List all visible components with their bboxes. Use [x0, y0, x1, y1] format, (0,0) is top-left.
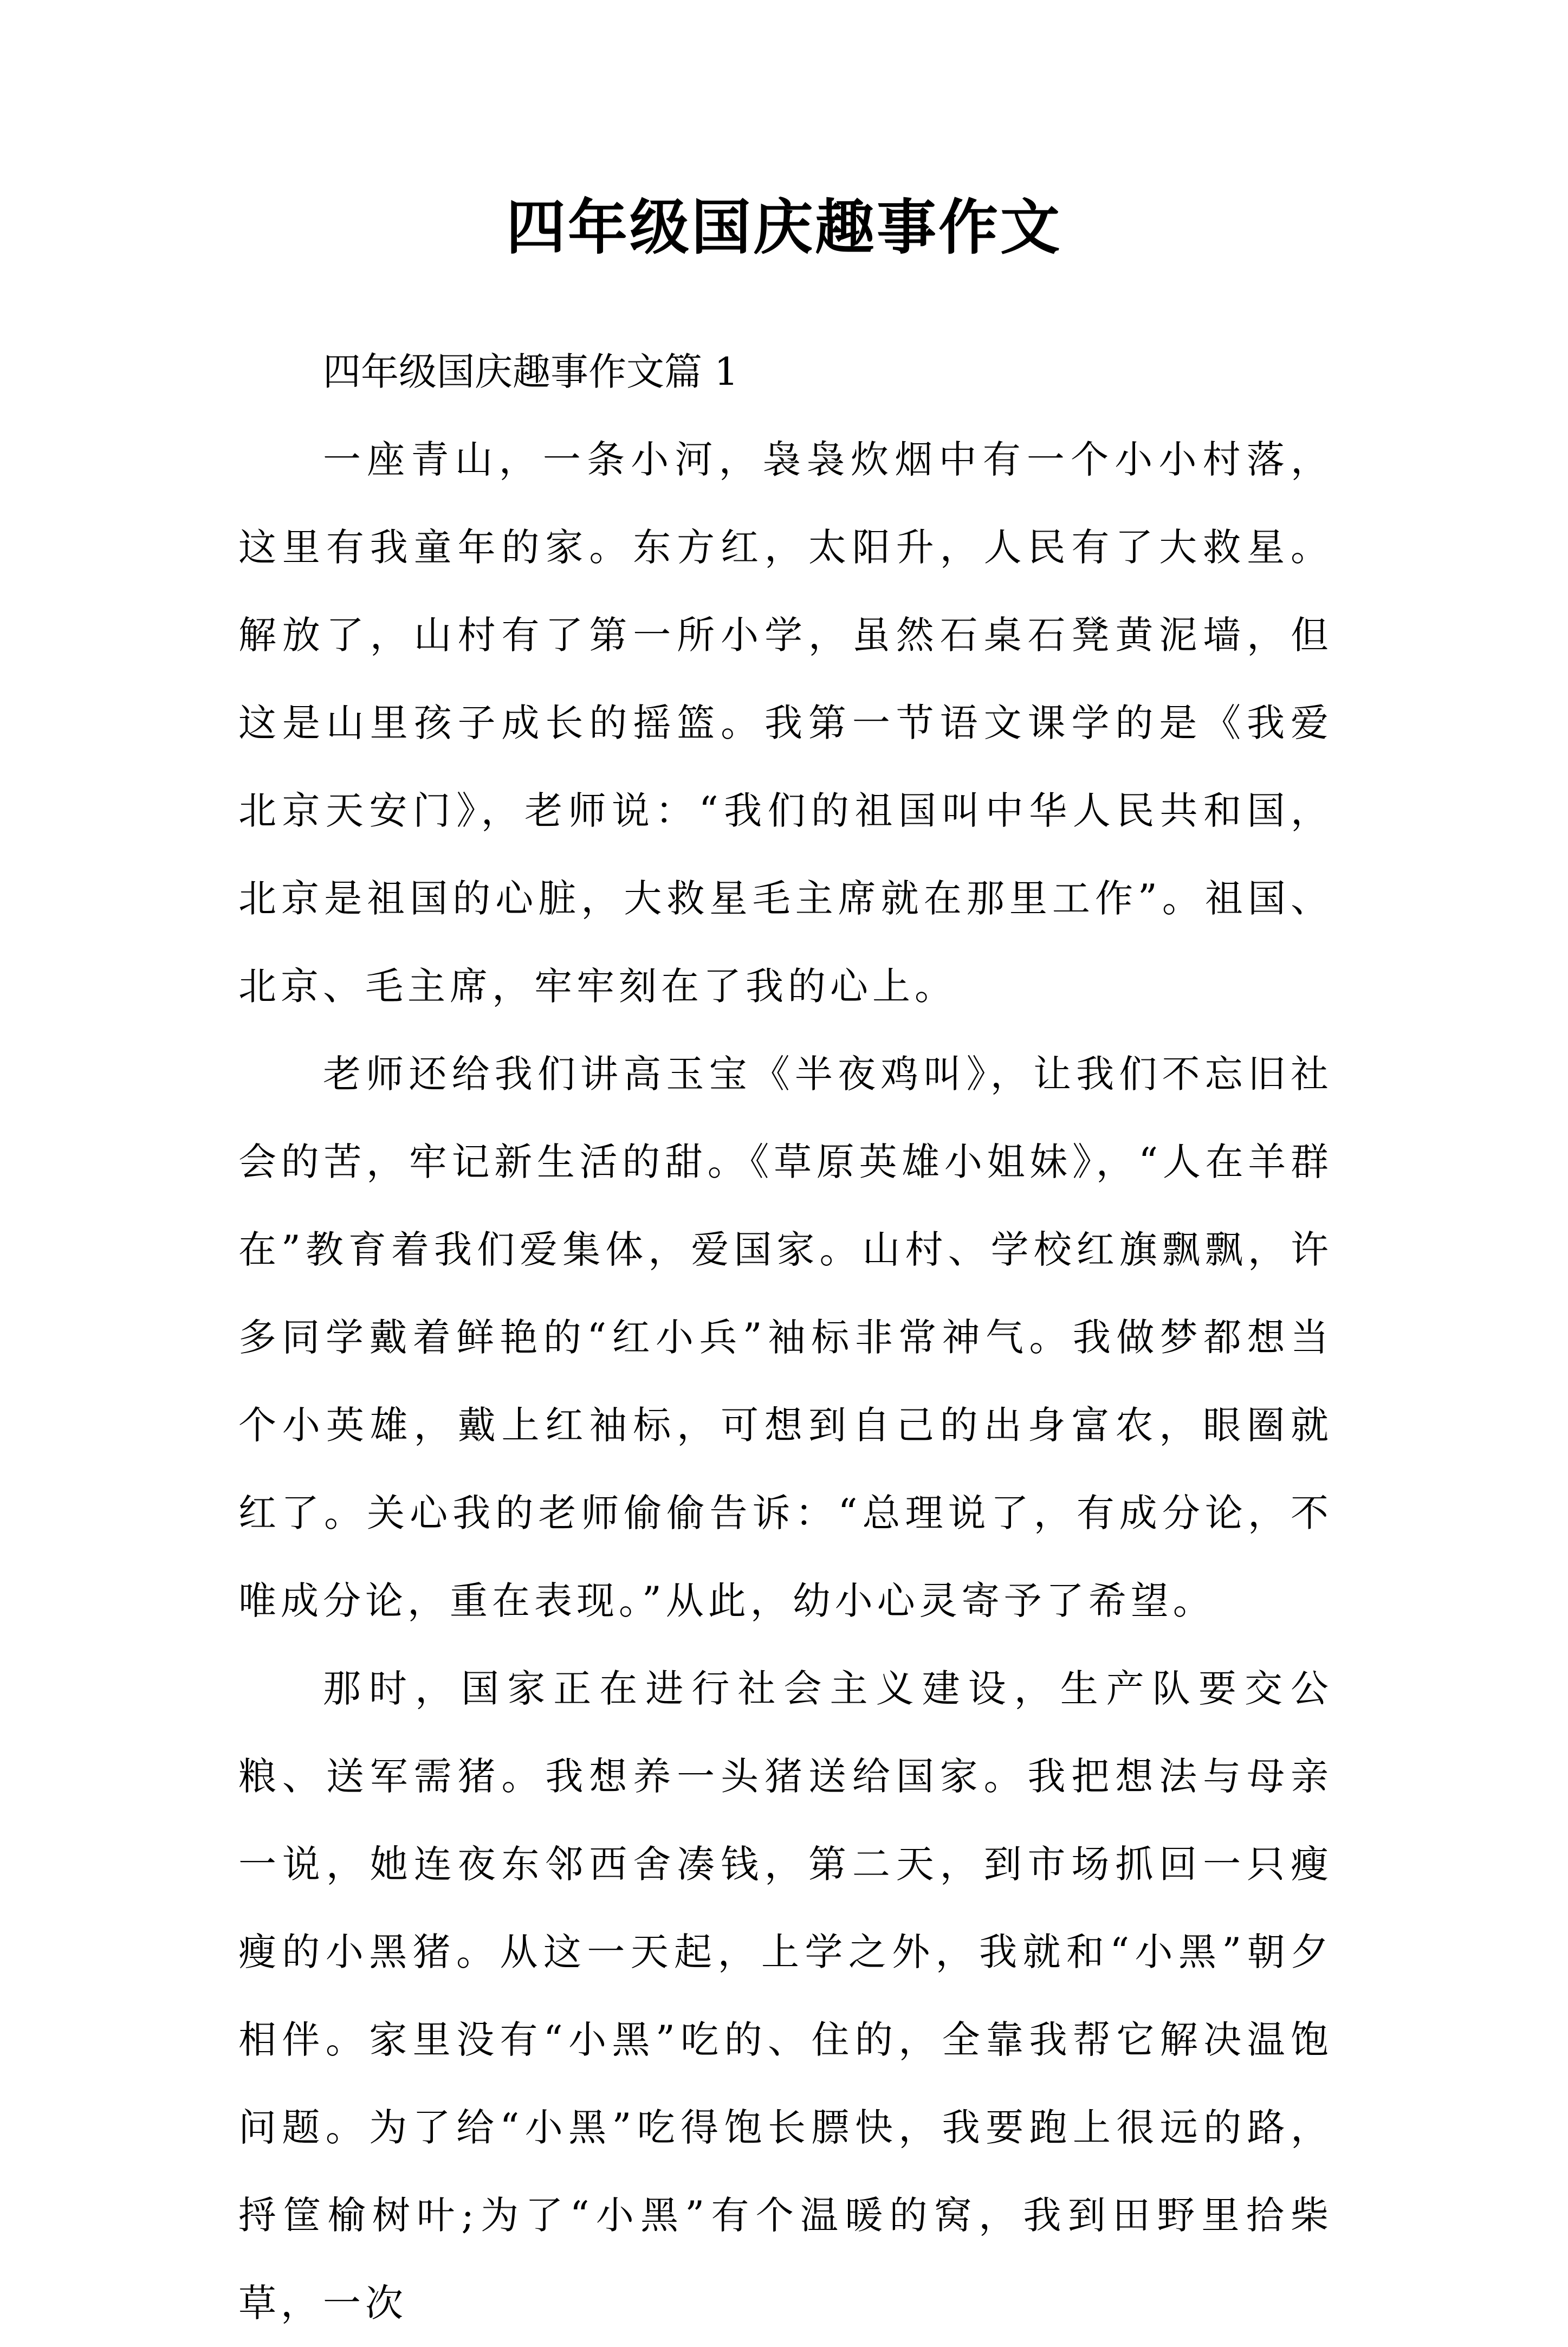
paragraph-2: 老师还给我们讲高玉宝《半夜鸡叫》，让我们不忘旧社会的苦，牢记新生活的甜。《草原英雄小姐妹》，“人在羊群在”教育着我们爱集体，爱国家。山村、学校红旗飘飘，许多同学戴着鲜艳的“红小兵”袖标非常神气。我做梦都想当个小英雄，戴上红袖标，可想到自己的出身富农，眼圈就红了。关心我的老师偷偷告诉：“总理说了，有成分论，不唯成分论，重在表现。”从此，幼小心灵寄予了希望。	[238, 1052, 1333, 1623]
paragraph-1: 一座青山，一条小河，袅袅炊烟中有一个小小村落，这里有我童年的家。东方红，太阳升，人民有了大救星。解放了，山村有了第一所小学，虽然石桌石凳黄泥墙，但这是山里孩子成长的摇篮。我第一节语文课学的是《我爱北京天安门》，老师说：“我们的祖国叫中华人民共和国，北京是祖国的心脏，大救星毛主席就在那里工作”。祖国、北京、毛主席，牢牢刻在了我的心上。	[238, 437, 1333, 1008]
document-title: 四年级国庆趣事作文	[506, 192, 1062, 262]
paragraph-3: 那时，国家正在进行社会主义建设，生产队要交公粮、送军需猪。我想养一头猪送给国家。我把想法与母亲一说，她连夜东邻西舍凑钱，第二天，到市场抓回一只瘦瘦的小黑猪。从这一天起，上学之外，我就和“小黑”朝夕相伴。家里没有“小黑”吃的、住的，全靠我帮它解决温饱问题。为了给“小黑”吃得饱长膘快，我要跑上很远的路，捋筐榆树叶;为了“小黑”有个温暖的窝，我到田野里拾柴草，一次	[238, 1666, 1333, 2325]
document-body	[238, 328, 1333, 2347]
section-heading: 四年级国庆趣事作文篇 1	[323, 350, 738, 394]
